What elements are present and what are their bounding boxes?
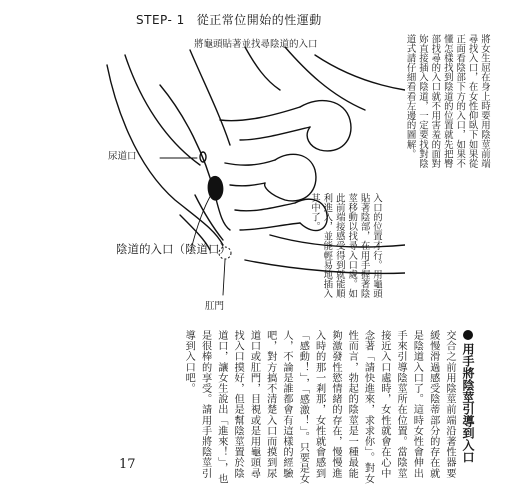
paragraph-mid: 入口的位置才行。用龜頭貼著陰部，在用手握著陰莖移動以找尋入口處。如此前端接感受得到就能順利進入，並能輕易地插入其中了。 xyxy=(308,193,382,299)
page-number: 17 xyxy=(119,457,136,472)
bullet-icon xyxy=(463,330,473,340)
paragraph-top: 將女生屈在身上時要用陰莖前端尋找入口，在女性仰臥下如果從正面看陰部下方的入口，如果不懂怎樣找到陰道的位置就先把臀部找尋的入口就不用害羞的面對妳直接插入陰道，一定要找對陰道式請仔細看看左邊的圖解。 xyxy=(404,34,490,169)
section-title-text: 用手將陰莖引導到入口 xyxy=(461,343,475,463)
label-anus: 肛門 xyxy=(205,301,225,312)
page-header xyxy=(136,11,322,28)
label-urethra: 尿道口 xyxy=(108,151,137,162)
step-label: STEP- 1 xyxy=(136,13,185,27)
header-title: 從正常位開始的性運動 xyxy=(196,13,322,27)
body-paragraph: 交合之前用陰莖前端沿著性器要緩慢滑過感受陰蒂部分的存在就是陰道入口了。這時女性會伸出手來引導陰莖所在位置。當陰莖接近入口處時，女性就會在心中念著「請快進來，求求你」。對女性而言，勃起的陰莖是一種最能夠激發性慾情緒的存在，慢慢進入時的那一剎那，女性就會感到「感動！」，「感激！」。只要是女人，不論是誰都會有這樣的經驗吧，對方搞不清楚入口而摸到尿道口或肛門，目視或是用龜頭尋找入口摸好，但是幫陰莖置於陰道口，讓女生說出「進來！」，也是很棒的享受。請用手將陰莖引導到入口吧。 xyxy=(183,330,455,485)
section-title xyxy=(461,330,475,463)
figure-caption: 將龜頭貼著並找尋陰道的入口 xyxy=(194,39,318,50)
label-vagina: 陰道的入口（陰道口） xyxy=(116,242,231,256)
